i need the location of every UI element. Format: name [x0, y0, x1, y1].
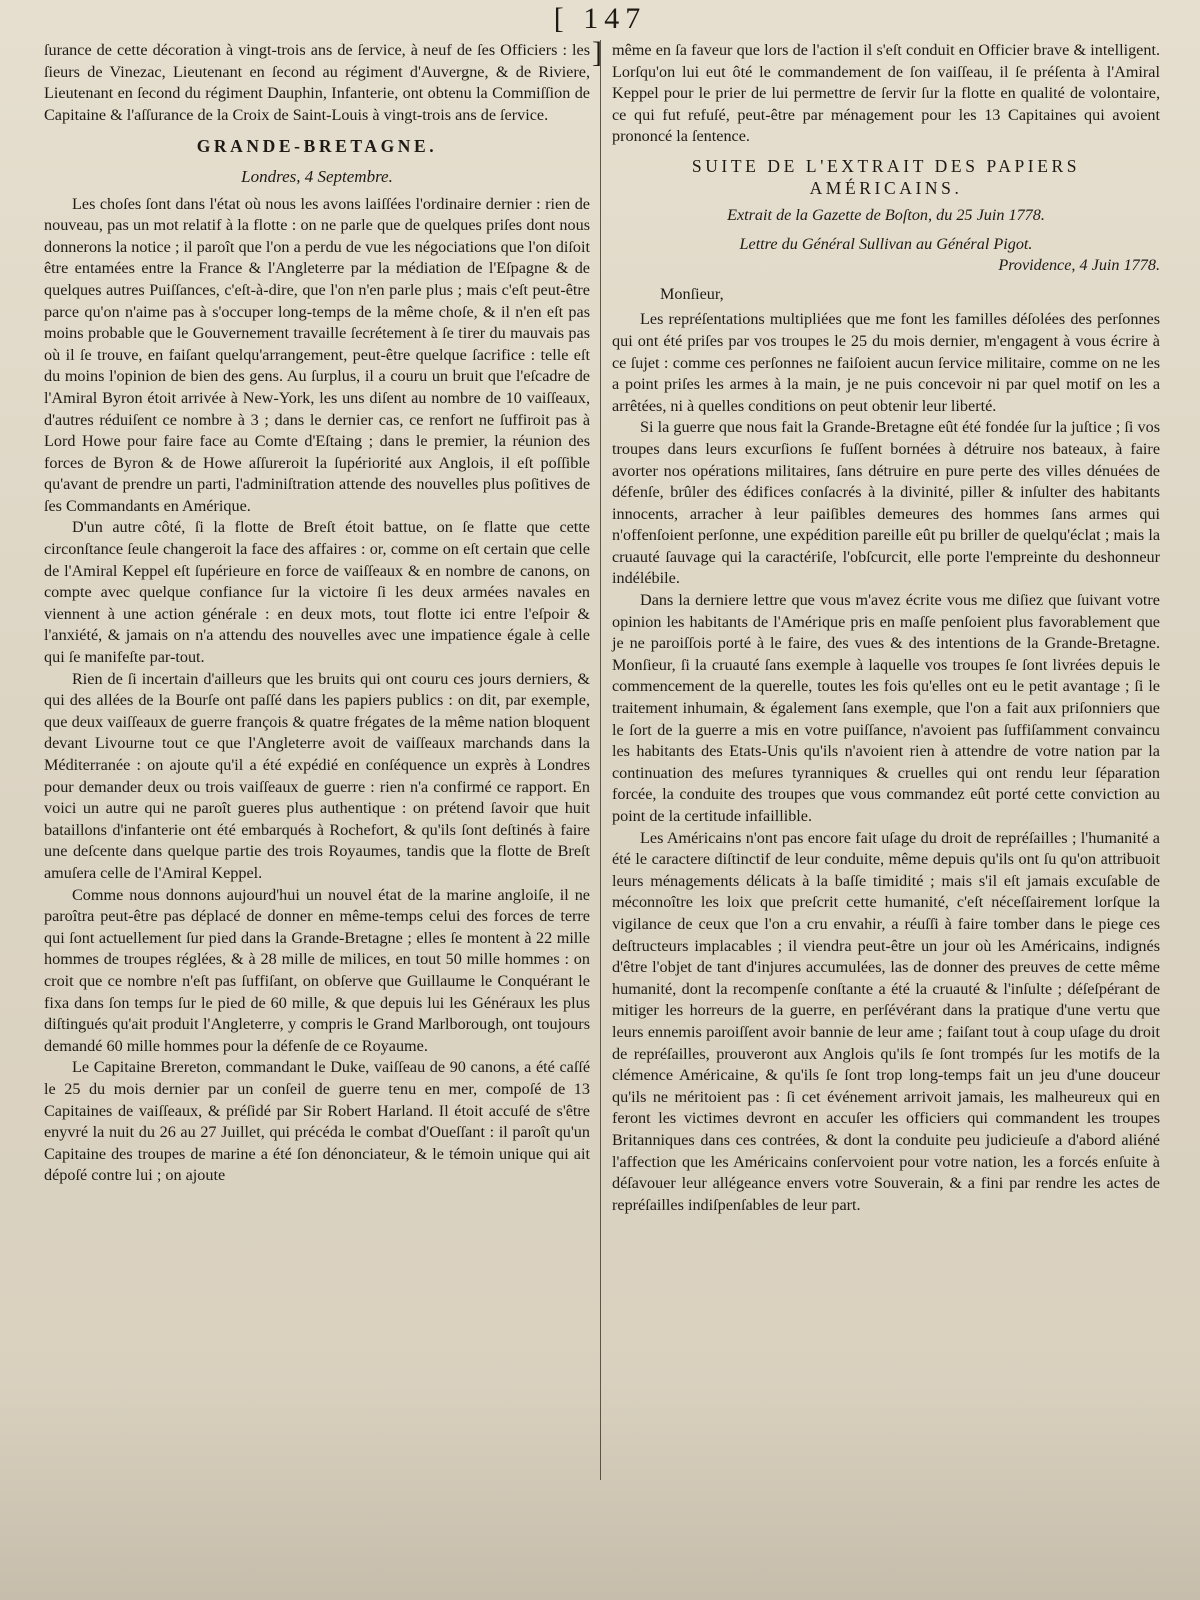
- left-column: [44, 40, 590, 1187]
- section-heading: SUITE DE L'EXTRAIT DES PAPIERS AMÉRICAINS.: [691, 155, 1081, 198]
- paragraph: D'un autre côté, ſi la flotte de Breſt étoit battue, on ſe flatte que cette circonſtance ſeule changeroit la face des affaires : or, comme on eſt certain que celle de l'Amiral Keppel eſt ſupérieure en force de vaiſſeaux & en nombre de canons, on compte avec quelque confiance ſur la victoire ſi les deux armées navales en viennent à une action générale : en deux mots, tout flotte ici entre l'eſpoir & l'anxiété, & jamais on n'a attendu des nouvelles avec une impatience égale à celle qui ſe manifeſte par-tout.: [44, 518, 590, 667]
- paragraph: Rien de ſi incertain d'ailleurs que les bruits qui ont couru ces jours derniers, & qui des allées de la Bourſe ont paſſé dans les papiers publics : on dit, par exemple, que deux vaiſſeaux de guerre françois & quatre frégates de la même nation bloquent devant Livourne tout ce que l'Angleterre avoit de vaiſſeaux marchands dans la Méditerranée : on ajoute qu'il a été expédié en conſéquence un exprès à Londres pour demander deux ou trois vaiſſeaux de guerre : rien n'a confirmé ce rapport. En voici un autre qui ne paroît gueres plus authentique : on prétend ſavoir que huit bataillons d'infanterie ont été embarqués à Rochefort, & qu'ils ſont deſtinés à faire une deſcente dans quelque partie des trois Royaumes, tandis que la flotte de Breſt amuſera celle de l'Amiral Keppel.: [44, 669, 590, 882]
- paragraph: Les Américains n'ont pas encore fait uſage du droit de repréſailles ; l'humanité a été le caractere diſtinctif de leur conduite, même depuis qu'ils ont ſu qu'on attribuoit leurs ménagements délicats à la baſſe timidité ; mais s'il eſt jamais excuſable de méconnoître les loix que preſcrit cette humanité, c'eſt néceſſairement lorſque la vigilance de ceux que l'on a cru envahir, a réuſſi à faire tomber dans le piege ces deſtructeurs implacables ; il viendra peut-être un jour où les Américains, indignés d'être l'objet de tant d'injures accumulées, las de donner des preuves de cette même humanité, dont la recompenſe conſtante a été la cruauté & l'inſulte ; déſeſpérant de mitiger les horreurs de la guerre, en perſévérant dans la pratique d'une vertu que leurs ennemis paroiſſent avoir bannie de leur ame ; faiſant tout à coup uſage du droit de repréſailles, prouveront aux Anglois qu'ils ſe ſont trompés ſur les motifs de la clémence Américaine, & qu'ils ſe ſont trop long-temps fait un jeu d'une douceur qu'ils ne méritoient pas : ſi cet événement arrivoit jamais, les malheureux qui en feront les victimes devront en accuſer les officiers qui commandent les troupes Britanniques dans ces contrées, & dont la conduite peu judicieuſe a d'abord aliéné l'affection que les Américains conſervoient pour votre nation, les a forcés enſuite à déſavouer leur allégeance envers votre Souverain, & a fini par rendre les actes de repréſailles indiſpenſables de leur part.: [612, 828, 1160, 1214]
- paragraph-continued: ſurance de cette décoration à vingt-trois ans de ſervice, à neuf de ſes Officiers : les ſieurs de Vinezac, Lieutenant en ſecond au régiment d'Auvergne, & de Riviere, Lieutenant en ſecond du régiment Dauphin, Infanterie, ont obtenu la Commiſſion de Capitaine & l'aſſurance de la Croix de Saint-Louis à vingt-trois ans de ſervice.: [44, 41, 590, 124]
- extract-source: Extrait de la Gazette de Boſton, du 25 Juin 1778.: [727, 205, 1045, 224]
- place-date: Providence, 4 Juin 1778.: [998, 256, 1160, 275]
- paragraph-continued: même en ſa faveur que lors de l'action il s'eſt conduit en Officier brave & intelligent. Lorſqu'on lui eut ôté le commandement de ſon vaiſſeau, il ſe préſenta à l'Amiral Keppel pour le prier de lui permettre de ſervir ſur la flotte en qualité de volontaire, ce qui fut refuſé, peut-être par ménagement pour les 13 Capitaines qui avoient prononcé la ſentence.: [612, 41, 1160, 146]
- right-column: [612, 40, 1160, 1216]
- paragraph: Les choſes ſont dans l'état où nous les avons laiſſées l'ordinaire dernier : rien de nouveau, pas un mot relatif à la flotte : on ne parle que de quelques priſes dont nous donnerons la notice ; il paroît que l'on a perdu de vue les négociations que l'on diſoit être entamées entre la France & l'Angleterre par la médiation de l'Eſpagne & de quelques autres Puiſſances, c'eſt-à-dire, que l'on n'en parle plus ; mais c'eſt peut-être parce qu'on n'aime pas à s'occuper long-temps de la même choſe, & il n'en eſt pas moins probable que le Gouvernement travaille ſecrétement à ſe tirer du mauvais pas où il ſe trouve, en faiſant quelqu'arrangement, peut-être quelque ſacrifice : telle eſt du moins l'opinion de bien des gens. Au ſurplus, il a couru un bruit que l'eſcadre de l'Amiral Byron étoit arrivée à New-York, les uns diſent au nombre de 10 vaiſſeaux, d'autres réduiſent ce nombre à 3 ; dans le dernier cas, ce renfort ne ſuffiroit pas à Lord Howe pour faire face au Comte d'Eſtaing ; dans le premier, la réunion des forces de Byron & de Howe aſſureroit la ſupériorité aux Anglois, il eſt poſſible qu'avant de prendre un parti, l'adminiſtration attende des nouvelles plus poſitives de ſes Commandants en Amérique.: [44, 194, 590, 515]
- salutation: Monſieur,: [660, 284, 724, 303]
- paragraph: Dans la derniere lettre que vous m'avez écrite vous me diſiez que ſuivant votre opinion les habitants de l'Amérique pris en maſſe penſoient plus favorablement que je ne paroiſſois porté à le faire, des vues & des intentions de la Grande-Bretagne. Monſieur, ſi la cruauté ſans exemple à laquelle vos troupes ſe ſont livrées depuis le commencement de la querelle, toutes les fois qu'elles ont eu le petit avantage ; ſi le traitement inhumain, & également ſans exemple, que l'on a fait aux priſonniers que le ſort de la guerre a mis en votre puiſſance, n'avoient pas ſuffiſamment convaincu les habitants des Etats-Unis qu'ils n'avoient rien à attendre de votre nation par la continuation des meſures tyranniques & cruelles qui ont rendu leur ſéparation forcée, la conduite des troupes que vous commandez eût porté cette conviction au point de la certitude infaillible.: [612, 591, 1160, 825]
- paragraph: Les repréſentations multipliées que me font les familles déſolées des perſonnes qui ont été priſes par vos troupes le 25 du mois dernier, m'engagent à vous écrire à ce ſujet : comme ces perſonnes ne faiſoient aucun ſervice militaire, comme on ne les a point priſes les armes à la main, je ne puis concevoir ni par quel motif on les a arrêtées, ni à quelles conditions on peut obtenir leur liberté.: [612, 310, 1160, 415]
- letter-title: Lettre du Général Sullivan au Général Pigot.: [739, 234, 1033, 253]
- paragraph: Si la guerre que nous fait la Grande-Bretagne eût été fondée ſur la juſtice ; ſi vos troupes dans leurs excurſions ſe fuſſent bornées à détruire nos bateaux, à faire avorter nos opérations militaires, ſans détruire en pure perte des villes dénuées de défenſe, brûler des édifices conſacrés à la divinité, piller & inſulter des habitants innocents, arracher à leur paiſibles demeures des hommes ſans armes qui n'offenſoient perſonne, une expédition pareille eût pu briller de quelqu'éclat ; mais la cruauté ſauvage qui la caractériſe, l'obſcurcit, elle porte l'empreinte du deshonneur indélébile.: [612, 418, 1160, 588]
- dateline: Londres, 4 Septembre.: [241, 166, 393, 186]
- section-heading: GRANDE-BRETAGNE.: [196, 136, 438, 157]
- paragraph: Comme nous donnons aujourd'hui un nouvel état de la marine angloiſe, il ne paroîtra peut-être pas déplacé de donner en même-temps celui des forces de terre qui ſont actuellement ſur pied dans la Grande-Bretagne ; elles ſe montent à 22 mille hommes de troupes réglées, & à 28 mille de milices, en tout 50 mille hommes : on croit que ce nombre n'eſt pas ſuffiſant, on obſerve que Guillaume le Conquérant le fixa dans ſon temps ſur le pied de 60 mille, & que depuis lui les Généraux les plus diſtingués qu'ait produit l'Angleterre, y compris le Grand Marlborough, ont toujours demandé 60 mille hommes pour la défenſe de ce Royaume.: [44, 885, 590, 1055]
- paragraph: Le Capitaine Brereton, commandant le Duke, vaiſſeau de 90 canons, a été caſſé le 25 du mois dernier par un conſeil de guerre tenu en mer, compoſé de 13 Capitaines de vaiſſeaux, & préſidé par Sir Robert Harland. Il étoit accuſé de s'être enyvré la nuit du 26 au 27 Juillet, qui précéda le combat d'Oueſſant : il paroît qu'un Capitaine des troupes de marine a été ſon dénonciateur, & le témoin unique qui ait dépoſé contre lui ; on ajoute: [44, 1058, 590, 1185]
- column-divider: [600, 40, 601, 1480]
- page-number: [ 147 ]: [553, 2, 647, 69]
